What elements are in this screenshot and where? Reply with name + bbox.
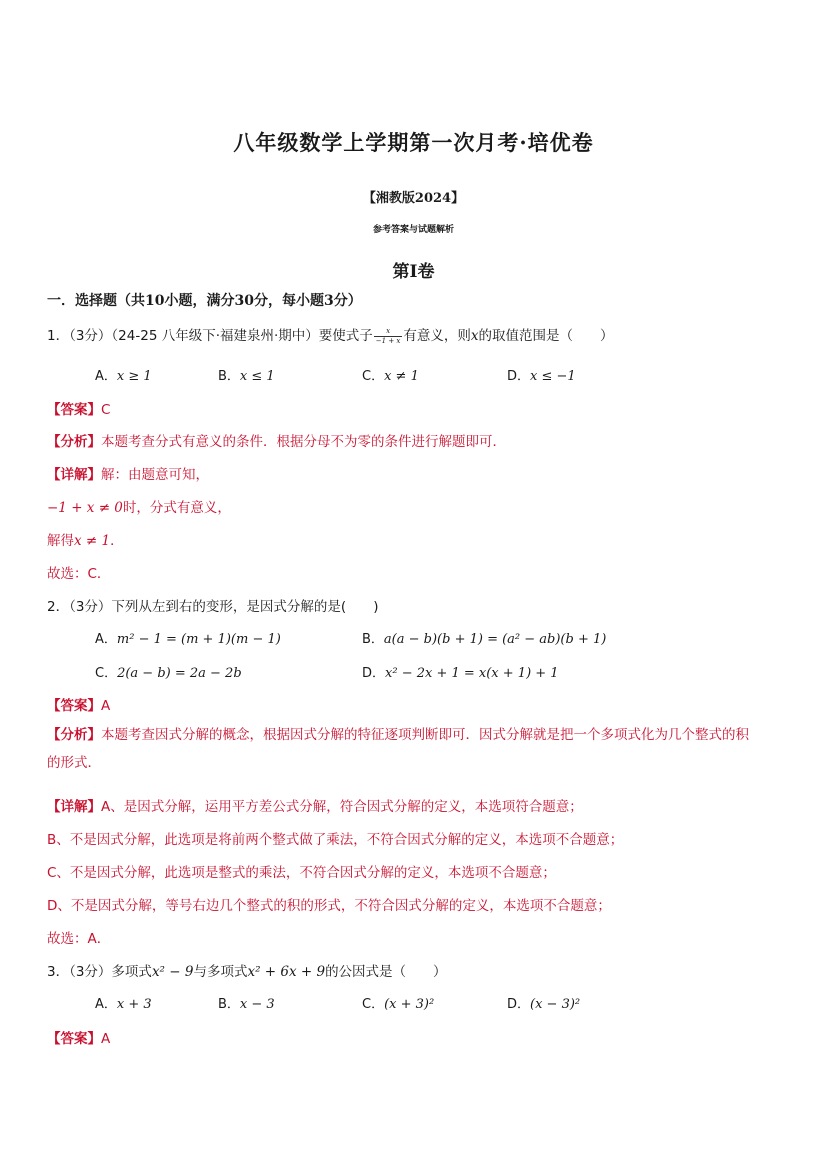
- q2-option-a: [95, 628, 281, 647]
- page-title: 八年级数学上学期第一次月考·培优卷: [233, 130, 594, 155]
- q2-option-b: [362, 628, 606, 647]
- answer-value: C: [101, 402, 111, 418]
- q2-conclusion: 故选：A．: [47, 931, 111, 947]
- option-label: B．: [218, 997, 240, 1012]
- detail-tag: 【详解】: [47, 467, 101, 483]
- q3-stem-start: 3．（3分）多项式: [47, 964, 152, 980]
- option-expr: x ≤ −1: [530, 369, 576, 384]
- option-label: B．: [362, 632, 384, 647]
- option-expr: x ≤ 1: [239, 369, 275, 384]
- option-label: A．: [95, 632, 117, 647]
- section-heading: 一．选择题（共10小题，满分30分，每小题3分）: [47, 293, 362, 309]
- q1-stem-var: x: [470, 328, 479, 344]
- option-expr: 2(a − b) = 2a − 2b: [117, 666, 242, 681]
- q3-answer: [47, 1027, 110, 1047]
- q2-answer: [47, 694, 110, 714]
- answer-tag: 【答案】: [47, 402, 101, 418]
- q2-analysis: [47, 721, 757, 777]
- option-label: C．: [95, 666, 118, 681]
- q3-option-a: [95, 993, 152, 1012]
- q1-fraction: [374, 327, 403, 346]
- q1-option-b: [218, 365, 275, 384]
- q1-option-a: [95, 365, 152, 384]
- answer-tag: 【答案】: [47, 698, 101, 714]
- option-expr: x ≥ 1: [116, 369, 152, 384]
- q1-analysis: [47, 430, 506, 450]
- q3-option-b: [218, 993, 275, 1012]
- detail-text: 解得: [47, 533, 74, 549]
- q2-detail-d: D、不是因式分解，等号右边几个整式的积的形式，不符合因式分解的定义，本选项不合题意；: [47, 898, 611, 914]
- analysis-tag: 【分析】: [47, 434, 101, 450]
- volume-heading: 第I卷: [392, 262, 435, 282]
- question-1-stem: [47, 324, 614, 346]
- detail-text: A、是因式分解，运用平方差公式分解，符合因式分解的定义，本选项符合题意；: [101, 799, 583, 815]
- q1-answer: [47, 398, 110, 418]
- option-expr: x − 3: [239, 997, 275, 1012]
- q3-stem-end: 的公因式是（ ）: [325, 964, 447, 980]
- option-label: C．: [362, 369, 385, 384]
- q1-frac-den: −1 + x: [375, 336, 401, 345]
- detail-text: 时，分式有意义，: [122, 500, 231, 516]
- q3-option-c: [362, 993, 434, 1012]
- q2-detail: [47, 795, 583, 815]
- option-label: B．: [218, 369, 240, 384]
- option-expr: x ≠ 1: [384, 369, 419, 384]
- q1-stem-end: 的取值范围是（ ）: [478, 328, 614, 344]
- q1-conclusion: 故选：C．: [47, 566, 111, 582]
- answer-value: A: [101, 1031, 111, 1047]
- option-expr: x² − 2x + 1 = x(x + 1) + 1: [385, 666, 559, 681]
- q3-stem-mid: 与多项式: [193, 964, 248, 980]
- q1-stem-start: 1．（3分）（24-25 八年级下·福建泉州·期中）要使式子: [47, 328, 373, 344]
- q1-option-d: [507, 365, 576, 384]
- option-expr: a(a − b)(b + 1) = (a² − ab)(b + 1): [383, 632, 607, 647]
- q3-expr-1: x² − 9: [151, 964, 194, 980]
- q2-option-c: [95, 662, 242, 681]
- detail-expr: x ≠ 1: [74, 533, 111, 549]
- q1-option-c: [362, 365, 419, 384]
- q3-expr-2: x² + 6x + 9: [247, 964, 326, 980]
- q1-stem-mid: 有意义，则: [403, 328, 471, 344]
- option-label: A．: [95, 369, 117, 384]
- question-3-stem: [47, 960, 447, 980]
- q2-detail-b: B、不是因式分解，此选项是将前两个整式做了乘法，不符合因式分解的定义，本选项不合题意；: [47, 832, 624, 848]
- detail-text: 解：由题意可知，: [101, 467, 209, 483]
- q1-frac-num: x: [374, 327, 403, 337]
- answer-value: A: [101, 698, 111, 714]
- option-expr: x + 3: [116, 997, 152, 1012]
- q1-detail: [47, 463, 209, 483]
- subtitle: 参考答案与试题解析: [372, 225, 454, 235]
- analysis-tag: 【分析】: [47, 727, 101, 743]
- edition-label: 【湘教版2024】: [362, 191, 465, 206]
- detail-end: ．: [110, 533, 124, 549]
- option-label: D．: [362, 666, 386, 681]
- option-label: C．: [362, 997, 385, 1012]
- option-expr: (x − 3)²: [530, 997, 581, 1012]
- detail-tag: 【详解】: [47, 799, 101, 815]
- analysis-text: 本题考查因式分解的概念，根据因式分解的特征逐项判断即可．因式分解就是把一个多项式化为几个整式的积的形式．: [47, 727, 749, 771]
- analysis-text: 本题考查分式有意义的条件．根据分母不为零的条件进行解题即可．: [101, 434, 506, 450]
- option-expr: m² − 1 = (m + 1)(m − 1): [116, 632, 281, 647]
- q1-detail-line-2: [47, 496, 231, 516]
- detail-expr: −1 + x ≠ 0: [47, 500, 123, 516]
- answer-tag: 【答案】: [47, 1031, 101, 1047]
- q3-option-d: [507, 993, 580, 1012]
- option-label: D．: [507, 997, 531, 1012]
- option-label: D．: [507, 369, 531, 384]
- q2-option-d: [362, 662, 559, 681]
- option-expr: (x + 3)²: [384, 997, 435, 1012]
- option-label: A．: [95, 997, 117, 1012]
- q2-detail-c: C、不是因式分解，此选项是整式的乘法，不符合因式分解的定义，本选项不合题意；: [47, 865, 556, 881]
- question-2-stem: 2．（3分）下列从左到右的变形，是因式分解的是( ): [47, 599, 379, 615]
- q1-detail-line-3: [47, 529, 124, 549]
